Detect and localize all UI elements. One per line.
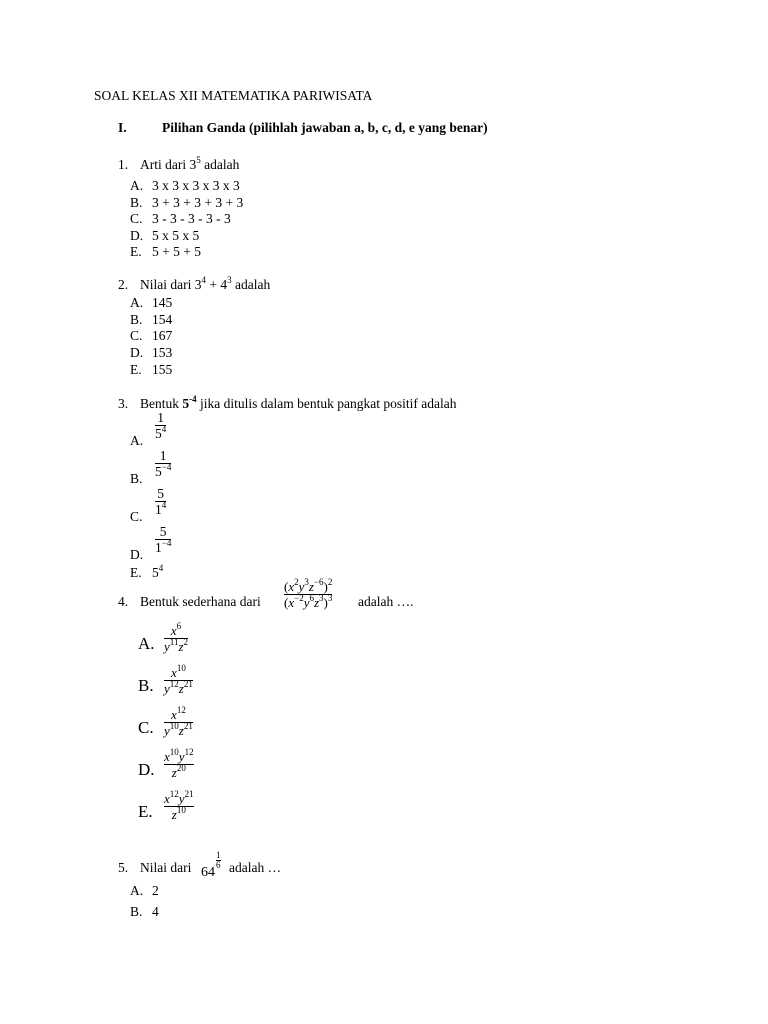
option-text: 167	[152, 328, 173, 344]
page-title: SOAL KELAS XII MATEMATIKA PARIWISATA	[94, 88, 373, 103]
variable: z	[178, 681, 184, 696]
option-letter: D.	[130, 547, 144, 562]
variable: z	[178, 639, 184, 654]
fraction-denominator	[164, 636, 189, 654]
option-letter: B.	[138, 676, 154, 695]
fraction-denominator	[171, 804, 186, 822]
question-2-number: 2.	[118, 277, 129, 292]
option-letter: A.	[130, 178, 144, 193]
fraction-numerator	[164, 746, 194, 764]
option-fraction	[155, 487, 166, 516]
variable: x	[164, 749, 170, 764]
fraction-denominator: $1^{-4}$	[155, 537, 172, 555]
variable: x	[171, 707, 177, 722]
exponent: 4	[158, 562, 164, 573]
variable: z	[178, 723, 184, 738]
exponent: 10	[176, 804, 186, 815]
option-fraction	[155, 449, 171, 478]
option-letter: E.	[130, 565, 142, 580]
option-letter: B.	[130, 311, 143, 327]
exponent: 21	[183, 678, 193, 689]
option-letter: E.	[130, 361, 142, 377]
fraction-denominator	[171, 762, 186, 780]
exponent: 6	[176, 620, 182, 631]
variable: y	[164, 723, 170, 738]
exponent: −4	[161, 537, 172, 548]
question-4-expression	[284, 576, 333, 610]
option-letter: E.	[130, 244, 142, 259]
option-text: 154	[152, 311, 173, 327]
variable: y	[178, 749, 185, 764]
variable: x	[170, 623, 177, 638]
exponent: 20	[176, 762, 186, 773]
expression-denominator: $(x^{-2}y^6z^3)^3$	[284, 592, 333, 610]
option-text: 2	[152, 883, 159, 898]
variable: x	[164, 791, 170, 806]
exponent: 12	[169, 788, 179, 799]
fraction-denominator	[164, 678, 193, 696]
fraction-numerator: 5	[159, 524, 167, 539]
option-fraction	[164, 620, 189, 654]
fraction-numerator: 5	[157, 486, 164, 501]
option-letter: A.	[130, 433, 144, 448]
option-letter: D.	[130, 345, 144, 361]
exponent: −4	[161, 461, 172, 472]
option-fraction	[155, 525, 171, 554]
exponent: 12	[169, 678, 179, 689]
question-4-text-after: adalah ….	[358, 594, 414, 609]
variable: y	[178, 791, 185, 806]
option-letter: B.	[130, 904, 143, 919]
option-letter: C.	[130, 211, 143, 226]
exponent: 10	[176, 662, 186, 673]
question-4-number: 4.	[118, 594, 129, 609]
variable: y	[164, 681, 170, 696]
option-text: 5 x 5 x 5	[152, 227, 200, 243]
question-5-base: 64	[201, 865, 215, 880]
section-heading: Pilihan Ganda (pilihlah jawaban a, b, c, d, e yang benar)	[162, 120, 488, 135]
question-4-text-before: Bentuk sederhana dari	[140, 594, 261, 609]
option-text: 3 + 3 + 3 + 3 + 3	[152, 194, 244, 210]
fraction-numerator: 1	[157, 410, 164, 425]
option-letter: A.	[130, 295, 144, 310]
variable: x	[171, 665, 177, 680]
option-fraction	[164, 704, 193, 738]
option-text: 3 x 3 x 3 x 3 x 3	[152, 178, 240, 193]
exponent: 12	[176, 704, 186, 715]
option-fraction	[164, 788, 194, 822]
question-5-number: 5.	[118, 860, 129, 875]
option-letter: B.	[130, 194, 143, 210]
option-fraction	[164, 746, 194, 780]
question-5-exponent-fraction: 1 6	[216, 850, 221, 870]
fraction-denominator: $5^{-4}$	[155, 461, 172, 479]
question-2-text: Nilai dari $3^4 + 4^3$ adalah	[140, 274, 271, 292]
option-letter: D.	[138, 760, 155, 779]
exponent: 2	[183, 636, 189, 647]
option-text: 3 - 3 - 3 - 3 - 3	[152, 211, 231, 226]
option-text: 145	[152, 295, 173, 310]
fraction-numerator: 1	[159, 448, 167, 463]
variable: z	[171, 807, 177, 822]
expression-numerator: $(x^2y^3z^{-6})^2$	[284, 576, 333, 594]
exponent: 21	[184, 788, 194, 799]
fraction-denominator	[164, 720, 193, 738]
question-1-number: 1.	[118, 157, 129, 172]
exponent: 4	[161, 499, 167, 510]
option-fraction	[164, 662, 193, 696]
option-letter: C.	[130, 328, 143, 344]
option-text: 4	[152, 904, 159, 919]
option-letter: B.	[130, 471, 143, 486]
question-5-text-before: Nilai dari	[140, 860, 192, 875]
option-text: 153	[152, 345, 173, 361]
fraction-denominator: $1^4$	[155, 499, 167, 517]
option-letter: D.	[130, 227, 144, 243]
fraction-numerator	[171, 662, 186, 680]
option-letter: C.	[130, 509, 143, 524]
fraction-numerator	[164, 788, 194, 806]
exponent: 21	[183, 720, 193, 731]
option-letter: E.	[138, 802, 153, 821]
section-number: I.	[118, 120, 127, 135]
fraction-denominator: $5^4$	[155, 423, 167, 441]
exponent: 12	[184, 746, 194, 757]
exponent: 4	[161, 423, 167, 434]
question-5-text-after: adalah …	[229, 860, 282, 875]
variable: z	[171, 765, 177, 780]
exponent: 11	[169, 636, 179, 647]
exponent: 10	[169, 746, 179, 757]
variable: y	[164, 639, 170, 654]
option-value: $5^4$	[152, 562, 164, 580]
option-text: 5 + 5 + 5	[152, 244, 201, 259]
option-text: 155	[152, 361, 173, 377]
exponent: 10	[169, 720, 179, 731]
question-3-text: Bentuk $5^{-4}$ jika ditulis dalam bentuk pangkat positif adalah	[140, 393, 457, 411]
option-letter: C.	[138, 718, 154, 737]
question-3-number: 3.	[118, 396, 129, 411]
option-letter: A.	[130, 883, 144, 898]
fraction-numerator	[171, 704, 186, 722]
option-letter: A.	[138, 634, 155, 653]
question-1-text: Arti dari $3^5$ adalah	[140, 154, 240, 172]
fraction-numerator	[170, 620, 182, 638]
option-fraction	[155, 411, 166, 440]
